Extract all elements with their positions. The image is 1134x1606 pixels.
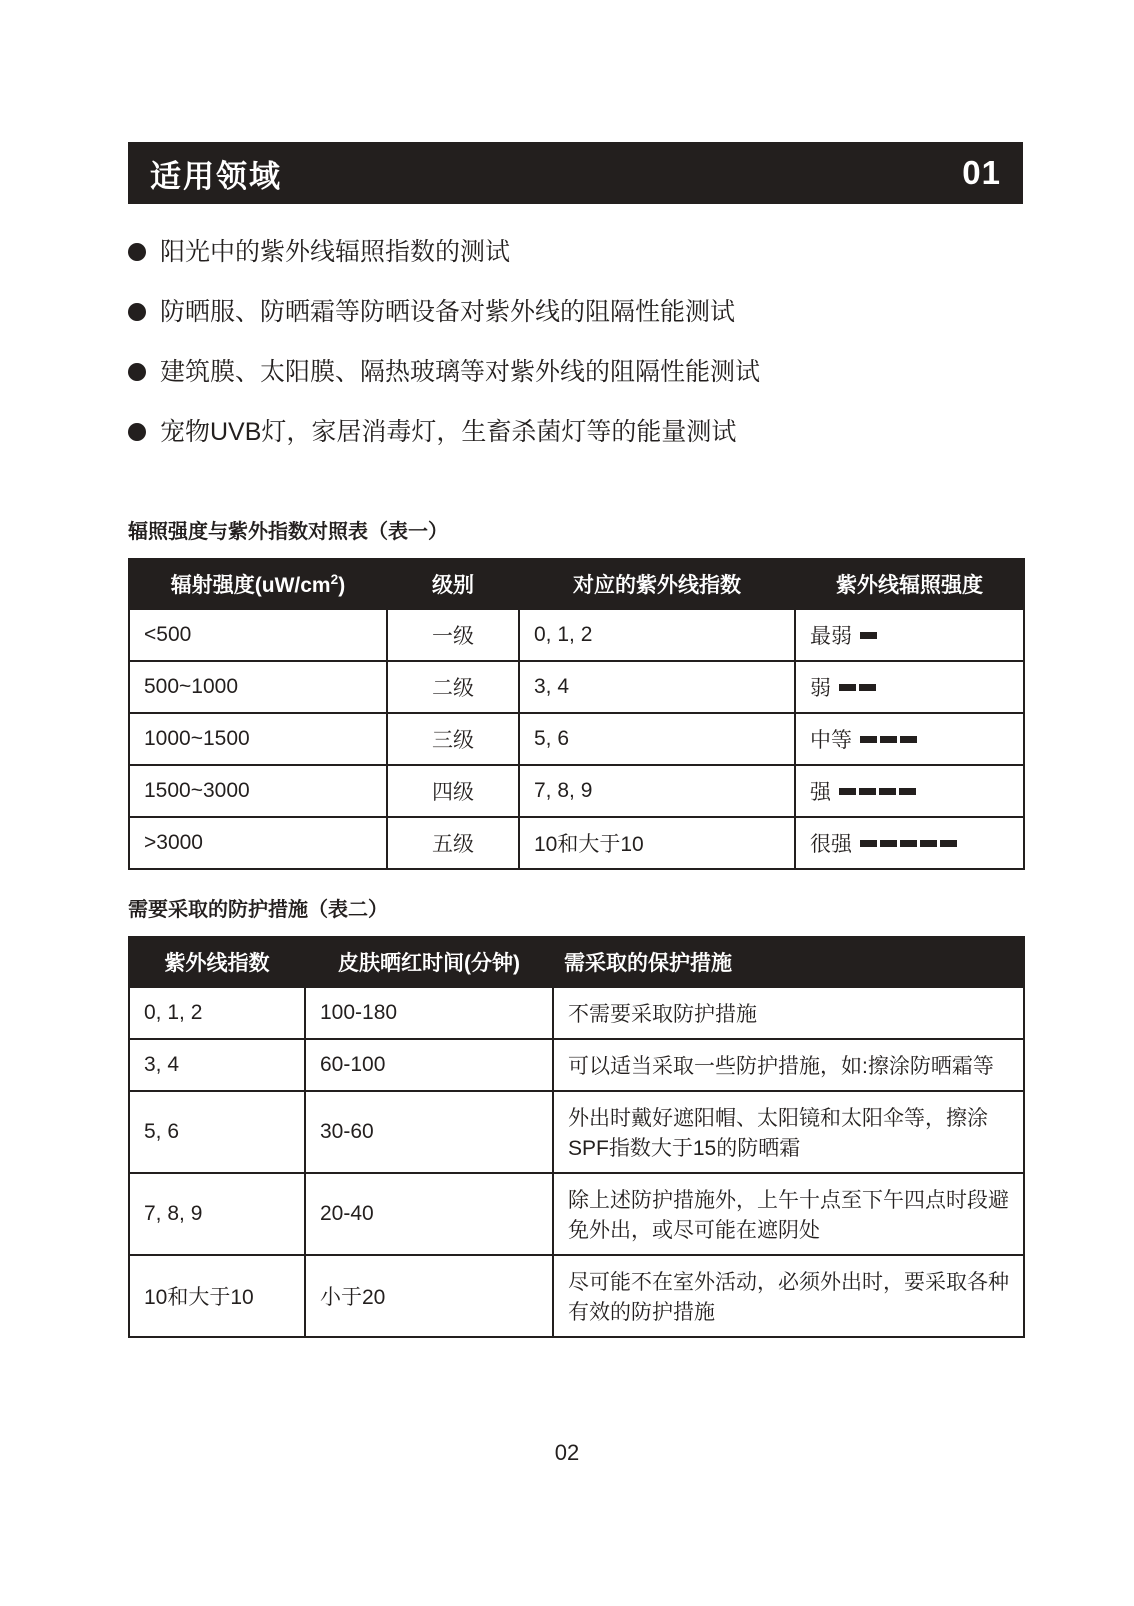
strength-bars-icon [860,632,877,639]
cell-level: 四级 [387,765,519,817]
column-header-intensity: 辐射强度$(uW/cm^2)$ [129,559,387,609]
list-item [128,356,1028,388]
cell-burn-time: 30-60 [305,1091,553,1173]
strength-label: 最弱 [810,625,852,648]
table-row [129,609,1024,661]
cell-uv-strength [795,713,1024,765]
cell-uv-index: 3, 4 [129,1039,305,1091]
strength-label: 中等 [810,729,852,752]
table-row [129,661,1024,713]
cell-measure: 不需要采取防护措施 [553,987,1024,1039]
cell-measure: 除上述防护措施外，上午十点至下午四点时段避免外出，或尽可能在遮阴处 [553,1173,1024,1255]
list-item-label: 建筑膜、太阳膜、隔热玻璃等对紫外线的阻隔性能测试 [160,358,761,386]
page-title: 适用领域 [150,158,282,194]
bullet-list [128,236,1028,476]
list-item [128,236,1028,268]
table-row [129,1091,1024,1173]
cell-uv-index: 10和大于10 [519,817,795,869]
column-header-level: 级别 [387,559,519,609]
column-header-burn-time: 皮肤晒红时间(分钟) [305,937,553,987]
table-header-row [129,937,1024,987]
list-item-label: 宠物UVB灯，家居消毒灯，生畜杀菌灯等的能量测试 [160,418,737,446]
cell-uv-index: 3, 4 [519,661,795,713]
table-row [129,1173,1024,1255]
cell-level: 一级 [387,609,519,661]
cell-uv-strength [795,817,1024,869]
cell-uv-index: 0, 1, 2 [129,987,305,1039]
cell-uv-strength [795,609,1024,661]
bullet-dot-icon [128,303,146,321]
cell-intensity: >3000 [129,817,387,869]
table-row [129,765,1024,817]
cell-uv-strength [795,765,1024,817]
column-header-uv-index: 对应的紫外线指数 [519,559,795,609]
cell-burn-time: 20-40 [305,1173,553,1255]
column-header-uv-strength: 紫外线辐照强度 [795,559,1024,609]
irradiance-index-table [128,558,1025,870]
cell-intensity: <500 [129,609,387,661]
list-item [128,296,1028,328]
cell-uv-index: 10和大于10 [129,1255,305,1337]
cell-measure: 外出时戴好遮阳帽、太阳镜和太阳伞等，擦涂SPF指数大于15的防晒霜 [553,1091,1024,1173]
table-row [129,1255,1024,1337]
cell-intensity: 500~1000 [129,661,387,713]
list-item-label: 防晒服、防晒霜等防晒设备对紫外线的阻隔性能测试 [160,298,736,326]
list-item [128,416,1028,448]
table-row [129,817,1024,869]
cell-intensity: 1500~3000 [129,765,387,817]
cell-uv-index: 7, 8, 9 [129,1173,305,1255]
strength-bars-icon [839,684,876,691]
table-row [129,987,1024,1039]
section-number: 01 [962,154,1001,191]
cell-level: 二级 [387,661,519,713]
cell-level: 五级 [387,817,519,869]
cell-uv-index: 0, 1, 2 [519,609,795,661]
cell-burn-time: 小于20 [305,1255,553,1337]
cell-measure: 可以适当采取一些防护措施，如:擦涂防晒霜等 [553,1039,1024,1091]
bullet-dot-icon [128,243,146,261]
list-item-label: 阳光中的紫外线辐照指数的测试 [160,238,511,266]
column-header-uv-index: 紫外线指数 [129,937,305,987]
cell-uv-index: 5, 6 [129,1091,305,1173]
strength-bars-icon [860,736,917,743]
cell-measure: 尽可能不在室外活动，必须外出时，要采取各种有效的防护措施 [553,1255,1024,1337]
cell-intensity: 1000~1500 [129,713,387,765]
table-row [129,1039,1024,1091]
strength-bars-icon [860,840,957,847]
table1-caption: 辐照强度与紫外指数对照表（表一） [128,521,448,543]
page-number: 02 [554,1440,580,1465]
protection-measures-table [128,936,1025,1338]
table-header-row [129,559,1024,609]
cell-uv-strength [795,661,1024,713]
cell-uv-index: 7, 8, 9 [519,765,795,817]
strength-label: 强 [810,781,831,804]
section-header-bar [128,142,1023,204]
table2-caption: 需要采取的防护措施（表二） [128,899,388,921]
table-row [129,713,1024,765]
cell-level: 三级 [387,713,519,765]
column-header-measures: 需采取的保护措施 [553,937,1024,987]
strength-bars-icon [839,788,916,795]
cell-burn-time: 100-180 [305,987,553,1039]
strength-label: 弱 [810,677,831,700]
strength-label: 很强 [810,833,852,856]
cell-uv-index: 5, 6 [519,713,795,765]
bullet-dot-icon [128,363,146,381]
bullet-dot-icon [128,423,146,441]
cell-burn-time: 60-100 [305,1039,553,1091]
